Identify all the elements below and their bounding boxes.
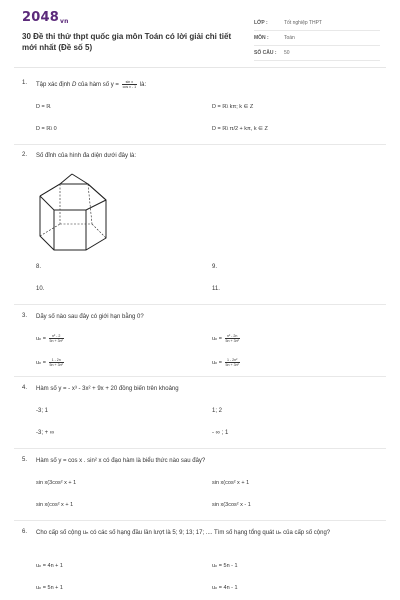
meta-subject-row [254,31,380,46]
option-d[interactable]: uₙ = 4n - 1 [212,585,238,591]
header-divider [14,67,386,68]
option-a[interactable]: 8. [36,264,42,270]
meta-class-key: LỚP : [254,20,268,26]
question-number: 2. [22,152,28,158]
option-d[interactable]: D = ℝ\ π/2 + kπ, k ∈ Z [212,126,268,132]
question-text: Hàm số y = - x³ - 3x² + 9x + 20 đồng biến trên khoảng [36,386,179,392]
page-header [0,0,400,66]
meta-subject-value: Toán [284,35,295,41]
question-text: Cho cấp số cộng uₙ có các số hạng đầu lần lượt là 5; 9; 13; 17; .... Tìm số hạng tổng quát uₙ của cấp số cộng? [36,530,331,536]
meta-count-row [254,46,380,61]
option-c[interactable]: uₙ = 5n + 1 [36,585,63,591]
option-b[interactable]: 1; 2 [212,408,223,414]
question-text: Hàm số y = cos x . sin² x có đạo hàm là biểu thức nào sau đây? [36,458,206,464]
question-text: Dãy số nào sau đây có giới hạn bằng 0? [36,314,144,320]
option-b[interactable]: 9. [212,264,218,270]
meta-count-key: SỐ CÂU : [254,50,277,56]
option-a[interactable]: D = ℝ [36,104,51,110]
site-logo[interactable]: 2048vn [22,10,69,25]
option-b[interactable]: sin x(cos² x + 1 [212,480,250,486]
option-a[interactable]: -3; 1 [36,408,49,414]
option-c[interactable]: 10. [36,286,45,292]
meta-class-value: Tốt nghiệp THPT [284,20,322,26]
option-c[interactable]: -3; + ∞ [36,430,55,436]
question-text: Số đỉnh của hình đa diện dưới đây là: [36,153,137,159]
option-a[interactable]: uₙ = $\frac{\text{n² - 2}}{\text{5n + 3n²}}$ [36,334,63,343]
question-separator [14,376,386,377]
question-separator [14,520,386,521]
meta-class-row [254,16,380,31]
question-number: 4. [22,385,28,391]
option-d[interactable]: - ∞ ; 1 [212,430,229,436]
question-number: 6. [22,529,28,535]
question-separator [14,448,386,449]
exam-title: 30 Đề thi thử thpt quốc gia môn Toán có lời giải chi tiết mới nhất (Đề số 5) [22,32,232,52]
option-d[interactable]: sin x(3cos² x - 1 [212,502,251,508]
option-d[interactable]: 11. [212,286,220,292]
option-c[interactable]: sin x(cos² x + 1 [36,502,74,508]
question-separator [14,304,386,305]
option-b[interactable]: uₙ = $\frac{\text{n² - 2n}}{\text{5n + 3n²}}$ [212,334,239,343]
option-d[interactable]: uₙ = $\frac{\text{1 - 2n²}}{\text{5n + 3n²}}$ [212,358,239,367]
question-number: 5. [22,457,28,463]
option-a[interactable]: uₙ = 4n + 1 [36,563,63,569]
option-c[interactable]: uₙ = $\frac{1 - 2n}{\text{5n + 3n²}}$ [36,358,63,367]
question-text: Tập xác định D của hàm số y = $\frac{\text{sin x}}{\text{cos x - 1}}$ là: [36,80,147,89]
question-number: 1. [22,80,28,86]
option-c[interactable]: D = ℝ\ 0 [36,126,57,132]
meta-count-value: 50 [284,50,290,56]
option-a[interactable]: sin x(3cos² x + 1 [36,480,77,486]
meta-subject-key: MÔN : [254,35,269,41]
exam-meta [254,16,380,61]
question-number: 3. [22,313,28,319]
question-separator [14,144,386,145]
option-b[interactable]: D = ℝ\ kπ; k ∈ Z [212,104,254,110]
option-b[interactable]: uₙ = 5n - 1 [212,563,238,569]
polyhedron-figure [36,170,126,256]
